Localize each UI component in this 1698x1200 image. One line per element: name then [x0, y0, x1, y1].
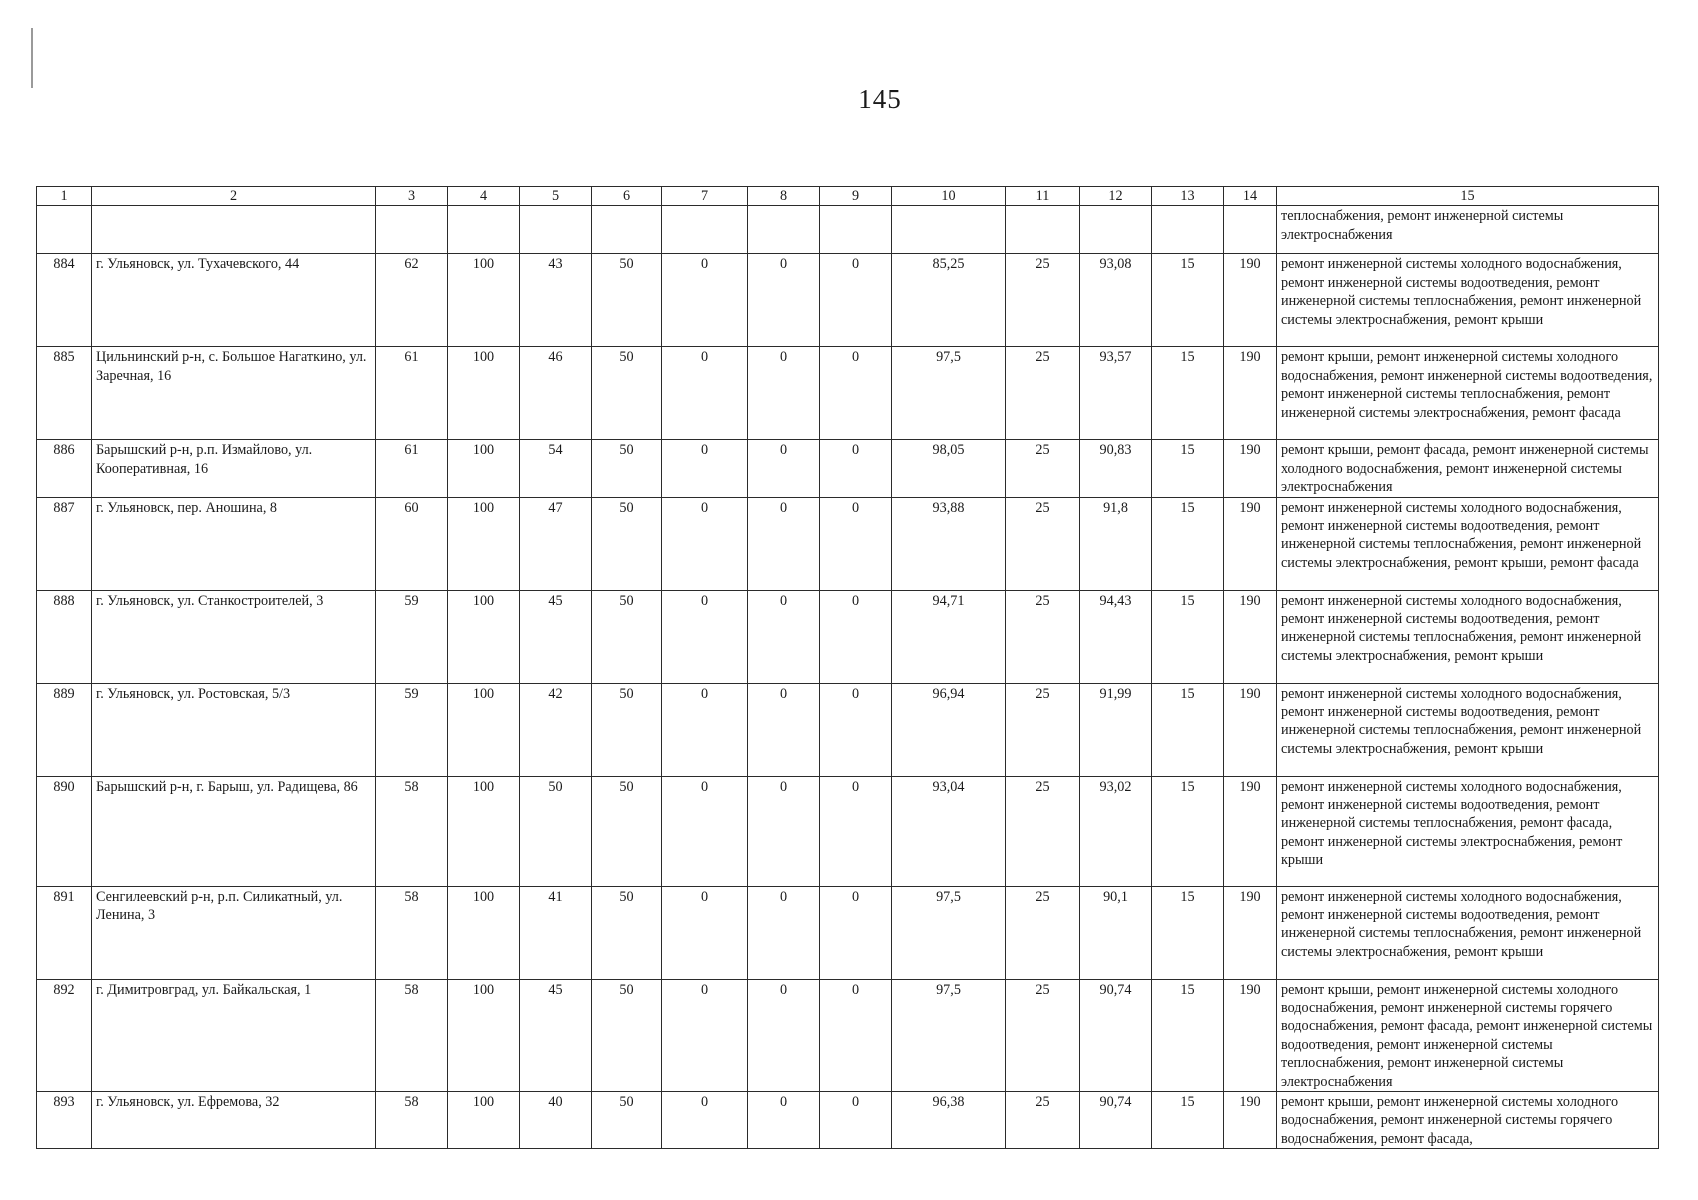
- value-cell: 0: [820, 979, 892, 1091]
- repair-works-cell: ремонт крыши, ремонт инженерной системы холодного водоснабжения, ремонт инженерной системы горячего водоснабжения, ремонт фасада,: [1277, 1092, 1659, 1149]
- column-header: 3: [376, 187, 448, 206]
- value-cell: 60: [376, 497, 448, 590]
- value-cell: 100: [448, 683, 520, 776]
- column-header: 11: [1006, 187, 1080, 206]
- repair-works-cell: ремонт крыши, ремонт инженерной системы холодного водоснабжения, ремонт инженерной системы водоотведения, ремонт инженерной системы теплоснабжения, ремонт инженерной системы электроснабжения, ремонт фасада: [1277, 347, 1659, 440]
- value-cell: 0: [662, 1092, 748, 1149]
- value-cell: 0: [820, 347, 892, 440]
- value-cell: 15: [1152, 776, 1224, 886]
- empty-cell: [1080, 206, 1152, 254]
- value-cell: 61: [376, 347, 448, 440]
- value-cell: 100: [448, 440, 520, 497]
- address-cell: г. Ульяновск, пер. Аношина, 8: [92, 497, 376, 590]
- value-cell: 25: [1006, 683, 1080, 776]
- value-cell: 96,94: [892, 683, 1006, 776]
- value-cell: 0: [662, 497, 748, 590]
- value-cell: 98,05: [892, 440, 1006, 497]
- value-cell: 0: [820, 1092, 892, 1149]
- row-number: 890: [37, 776, 92, 886]
- repair-register-table: [36, 186, 1659, 1149]
- column-header: 9: [820, 187, 892, 206]
- repair-works-cell: ремонт инженерной системы холодного водоснабжения, ремонт инженерной системы водоотведения, ремонт инженерной системы теплоснабжения, ремонт инженерной системы электроснабжения, ремонт крыши: [1277, 886, 1659, 979]
- value-cell: 41: [520, 886, 592, 979]
- column-header: 13: [1152, 187, 1224, 206]
- value-cell: 0: [820, 886, 892, 979]
- value-cell: 0: [748, 590, 820, 683]
- value-cell: 50: [592, 590, 662, 683]
- column-header: 7: [662, 187, 748, 206]
- value-cell: 15: [1152, 683, 1224, 776]
- value-cell: 0: [662, 886, 748, 979]
- value-cell: 54: [520, 440, 592, 497]
- empty-cell: [1006, 206, 1080, 254]
- value-cell: 0: [748, 1092, 820, 1149]
- value-cell: 0: [662, 254, 748, 347]
- value-cell: 93,02: [1080, 776, 1152, 886]
- column-header: 15: [1277, 187, 1659, 206]
- address-cell: Барышский р-н, г. Барыш, ул. Радищева, 86: [92, 776, 376, 886]
- value-cell: 100: [448, 776, 520, 886]
- address-cell: Сенгилеевский р-н, р.п. Силикатный, ул. Ленина, 3: [92, 886, 376, 979]
- table-row: [37, 979, 1659, 1091]
- empty-cell: [1152, 206, 1224, 254]
- address-cell: г. Ульяновск, ул. Ростовская, 5/3: [92, 683, 376, 776]
- value-cell: 0: [748, 886, 820, 979]
- value-cell: 190: [1224, 1092, 1277, 1149]
- value-cell: 0: [748, 497, 820, 590]
- value-cell: 59: [376, 683, 448, 776]
- repair-works-cell: ремонт инженерной системы холодного водоснабжения, ремонт инженерной системы водоотведения, ремонт инженерной системы теплоснабжения, ремонт фасада, ремонт инженерной системы электроснабжения, ремонт крыши: [1277, 776, 1659, 886]
- value-cell: 97,5: [892, 347, 1006, 440]
- value-cell: 94,71: [892, 590, 1006, 683]
- value-cell: 50: [592, 497, 662, 590]
- value-cell: 96,38: [892, 1092, 1006, 1149]
- value-cell: 58: [376, 776, 448, 886]
- value-cell: 50: [592, 683, 662, 776]
- address-cell: Цильнинский р-н, с. Большое Нагаткино, ул. Заречная, 16: [92, 347, 376, 440]
- column-header: 12: [1080, 187, 1152, 206]
- table-row: [37, 886, 1659, 979]
- value-cell: 0: [662, 440, 748, 497]
- value-cell: 50: [592, 440, 662, 497]
- empty-cell: [520, 206, 592, 254]
- address-cell: Барышский р-н, р.п. Измайлово, ул. Кооперативная, 16: [92, 440, 376, 497]
- value-cell: 45: [520, 979, 592, 1091]
- value-cell: 25: [1006, 776, 1080, 886]
- value-cell: 0: [820, 497, 892, 590]
- value-cell: 93,04: [892, 776, 1006, 886]
- value-cell: 0: [748, 440, 820, 497]
- value-cell: 190: [1224, 497, 1277, 590]
- row-number: 886: [37, 440, 92, 497]
- value-cell: 43: [520, 254, 592, 347]
- address-cell: г. Ульяновск, ул. Ефремова, 32: [92, 1092, 376, 1149]
- address-cell: г. Ульяновск, ул. Тухачевского, 44: [92, 254, 376, 347]
- value-cell: 90,74: [1080, 979, 1152, 1091]
- value-cell: 0: [748, 776, 820, 886]
- value-cell: 25: [1006, 590, 1080, 683]
- value-cell: 190: [1224, 979, 1277, 1091]
- empty-cell: [92, 206, 376, 254]
- value-cell: 25: [1006, 440, 1080, 497]
- value-cell: 0: [662, 347, 748, 440]
- empty-cell: [892, 206, 1006, 254]
- value-cell: 90,1: [1080, 886, 1152, 979]
- repair-works-cell: ремонт инженерной системы холодного водоснабжения, ремонт инженерной системы водоотведения, ремонт инженерной системы теплоснабжения, ремонт инженерной системы электроснабжения, ремонт крыши: [1277, 254, 1659, 347]
- empty-cell: [37, 206, 92, 254]
- value-cell: 47: [520, 497, 592, 590]
- margin-rule: [31, 28, 33, 88]
- value-cell: 15: [1152, 347, 1224, 440]
- value-cell: 0: [662, 683, 748, 776]
- value-cell: 15: [1152, 254, 1224, 347]
- value-cell: 91,8: [1080, 497, 1152, 590]
- value-cell: 0: [820, 590, 892, 683]
- table-row: [37, 347, 1659, 440]
- repair-works-cell: ремонт инженерной системы холодного водоснабжения, ремонт инженерной системы водоотведения, ремонт инженерной системы теплоснабжения, ремонт инженерной системы электроснабжения, ремонт крыши: [1277, 590, 1659, 683]
- value-cell: 0: [820, 254, 892, 347]
- address-cell: г. Ульяновск, ул. Станкостроителей, 3: [92, 590, 376, 683]
- value-cell: 100: [448, 497, 520, 590]
- row-number: 892: [37, 979, 92, 1091]
- value-cell: 15: [1152, 1092, 1224, 1149]
- value-cell: 50: [592, 886, 662, 979]
- value-cell: 100: [448, 886, 520, 979]
- value-cell: 190: [1224, 254, 1277, 347]
- empty-cell: [1224, 206, 1277, 254]
- empty-cell: [820, 206, 892, 254]
- row-number: 888: [37, 590, 92, 683]
- value-cell: 190: [1224, 347, 1277, 440]
- value-cell: 15: [1152, 886, 1224, 979]
- value-cell: 90,83: [1080, 440, 1152, 497]
- value-cell: 50: [592, 347, 662, 440]
- row-number: 891: [37, 886, 92, 979]
- value-cell: 97,5: [892, 979, 1006, 1091]
- value-cell: 93,57: [1080, 347, 1152, 440]
- value-cell: 15: [1152, 590, 1224, 683]
- value-cell: 0: [748, 254, 820, 347]
- table-row: [37, 683, 1659, 776]
- value-cell: 100: [448, 347, 520, 440]
- value-cell: 25: [1006, 979, 1080, 1091]
- value-cell: 45: [520, 590, 592, 683]
- value-cell: 190: [1224, 683, 1277, 776]
- value-cell: 100: [448, 1092, 520, 1149]
- value-cell: 50: [592, 1092, 662, 1149]
- column-header: 6: [592, 187, 662, 206]
- value-cell: 190: [1224, 776, 1277, 886]
- value-cell: 15: [1152, 497, 1224, 590]
- value-cell: 58: [376, 886, 448, 979]
- value-cell: 100: [448, 979, 520, 1091]
- column-header-row: [37, 187, 1659, 206]
- column-header: 4: [448, 187, 520, 206]
- column-header: 2: [92, 187, 376, 206]
- table-row: [37, 1092, 1659, 1149]
- repair-works-cell: ремонт крыши, ремонт фасада, ремонт инженерной системы холодного водоснабжения, ремонт инженерной системы электроснабжения: [1277, 440, 1659, 497]
- value-cell: 50: [520, 776, 592, 886]
- value-cell: 100: [448, 254, 520, 347]
- continuation-row: [37, 206, 1659, 254]
- repair-works-cell: теплоснабжения, ремонт инженерной системы электроснабжения: [1277, 206, 1659, 254]
- row-number: 893: [37, 1092, 92, 1149]
- empty-cell: [376, 206, 448, 254]
- repair-works-cell: ремонт инженерной системы холодного водоснабжения, ремонт инженерной системы водоотведения, ремонт инженерной системы теплоснабжения, ремонт инженерной системы электроснабжения, ремонт крыши, ремонт фасада: [1277, 497, 1659, 590]
- page-number: 145: [858, 84, 902, 114]
- row-number: 884: [37, 254, 92, 347]
- column-header: 8: [748, 187, 820, 206]
- value-cell: 25: [1006, 347, 1080, 440]
- value-cell: 50: [592, 776, 662, 886]
- value-cell: 0: [820, 440, 892, 497]
- value-cell: 62: [376, 254, 448, 347]
- value-cell: 190: [1224, 440, 1277, 497]
- value-cell: 25: [1006, 1092, 1080, 1149]
- value-cell: 93,88: [892, 497, 1006, 590]
- value-cell: 58: [376, 1092, 448, 1149]
- value-cell: 42: [520, 683, 592, 776]
- value-cell: 91,99: [1080, 683, 1152, 776]
- value-cell: 190: [1224, 886, 1277, 979]
- empty-cell: [592, 206, 662, 254]
- value-cell: 40: [520, 1092, 592, 1149]
- value-cell: 90,74: [1080, 1092, 1152, 1149]
- value-cell: 0: [748, 979, 820, 1091]
- table-row: [37, 497, 1659, 590]
- value-cell: 97,5: [892, 886, 1006, 979]
- empty-cell: [448, 206, 520, 254]
- empty-cell: [662, 206, 748, 254]
- value-cell: 50: [592, 254, 662, 347]
- table-row: [37, 776, 1659, 886]
- value-cell: 0: [748, 347, 820, 440]
- value-cell: 0: [662, 979, 748, 1091]
- value-cell: 190: [1224, 590, 1277, 683]
- table-row: [37, 590, 1659, 683]
- value-cell: 15: [1152, 979, 1224, 1091]
- row-number: 887: [37, 497, 92, 590]
- value-cell: 0: [662, 776, 748, 886]
- value-cell: 59: [376, 590, 448, 683]
- value-cell: 0: [820, 683, 892, 776]
- column-header: 5: [520, 187, 592, 206]
- row-number: 885: [37, 347, 92, 440]
- value-cell: 94,43: [1080, 590, 1152, 683]
- column-header: 1: [37, 187, 92, 206]
- row-number: 889: [37, 683, 92, 776]
- table-row: [37, 254, 1659, 347]
- value-cell: 25: [1006, 497, 1080, 590]
- value-cell: 61: [376, 440, 448, 497]
- value-cell: 0: [748, 683, 820, 776]
- value-cell: 25: [1006, 254, 1080, 347]
- address-cell: г. Димитровград, ул. Байкальская, 1: [92, 979, 376, 1091]
- column-header: 14: [1224, 187, 1277, 206]
- value-cell: 58: [376, 979, 448, 1091]
- value-cell: 15: [1152, 440, 1224, 497]
- column-header: 10: [892, 187, 1006, 206]
- value-cell: 93,08: [1080, 254, 1152, 347]
- empty-cell: [748, 206, 820, 254]
- value-cell: 100: [448, 590, 520, 683]
- repair-works-cell: ремонт инженерной системы холодного водоснабжения, ремонт инженерной системы водоотведения, ремонт инженерной системы теплоснабжения, ремонт инженерной системы электроснабжения, ремонт крыши: [1277, 683, 1659, 776]
- repair-works-cell: ремонт крыши, ремонт инженерной системы холодного водоснабжения, ремонт инженерной системы горячего водоснабжения, ремонт фасада, ремонт инженерной системы водоотведения, ремонт инженерной системы теплоснабжения, ремонт инженерной системы электроснабжения: [1277, 979, 1659, 1091]
- table-row: [37, 440, 1659, 497]
- value-cell: 50: [592, 979, 662, 1091]
- value-cell: 0: [662, 590, 748, 683]
- value-cell: 25: [1006, 886, 1080, 979]
- value-cell: 85,25: [892, 254, 1006, 347]
- value-cell: 0: [820, 776, 892, 886]
- value-cell: 46: [520, 347, 592, 440]
